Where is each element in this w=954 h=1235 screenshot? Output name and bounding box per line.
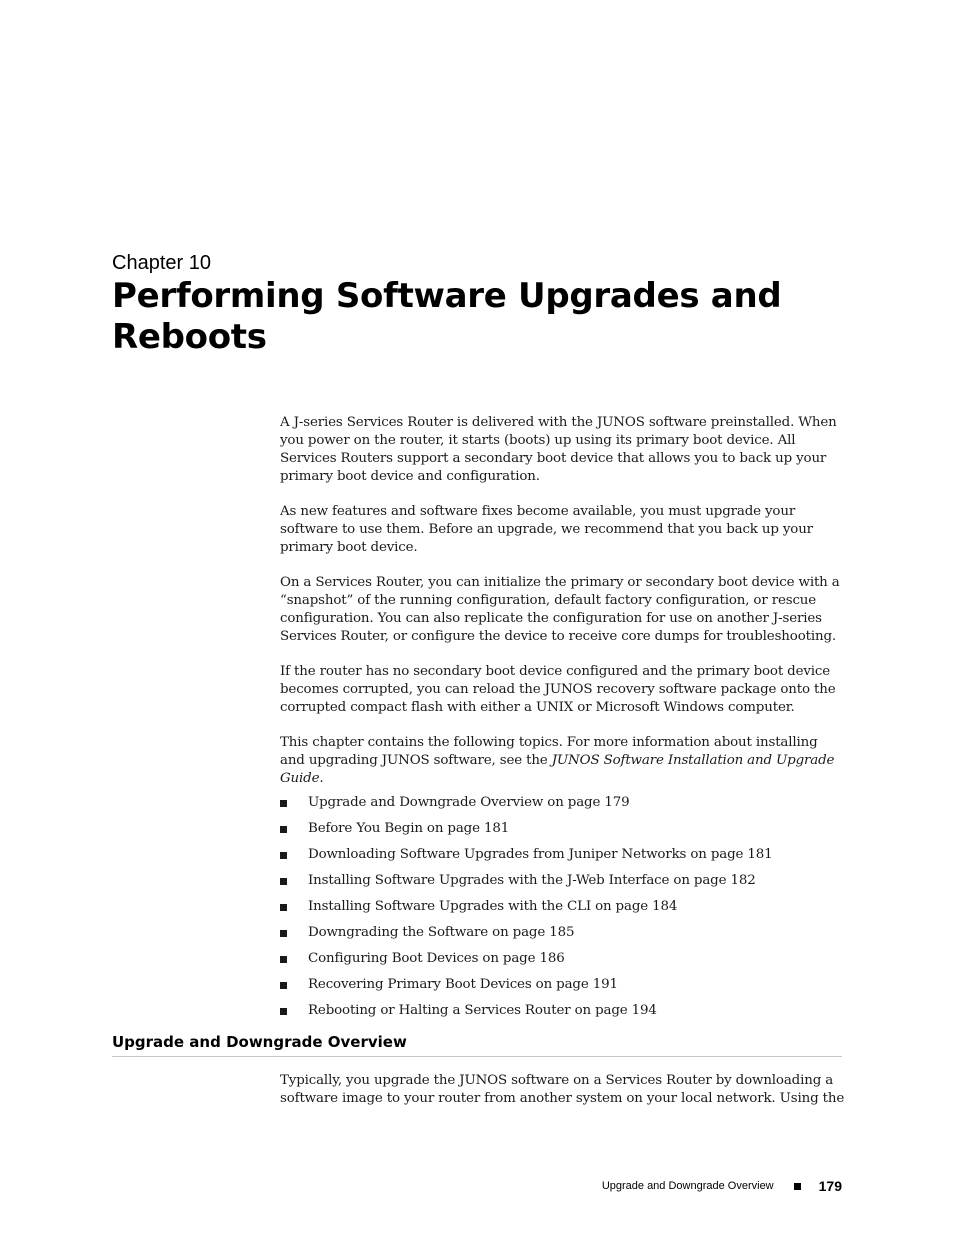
section-heading: Upgrade and Downgrade Overview xyxy=(112,1033,842,1057)
section-body xyxy=(280,1072,845,1108)
list-item[interactable] xyxy=(280,950,845,976)
topic-link[interactable]: Downgrading the Software on page 185 xyxy=(308,925,575,940)
footer-section-name: Upgrade and Downgrade Overview xyxy=(601,1180,774,1192)
square-bullet-icon xyxy=(280,852,287,859)
square-bullet-icon xyxy=(280,1008,287,1015)
square-bullet-icon xyxy=(280,904,287,911)
page-footer xyxy=(602,1178,842,1194)
intro-paragraph: If the router has no secondary boot device configured and the primary boot device becomes corrupted, you can reload the JUNOS recovery software package onto the corrupted compact flash with either a UNIX or Microsoft Windows computer. xyxy=(280,664,836,715)
topic-link[interactable]: Installing Software Upgrades with the CLI on page 184 xyxy=(308,899,678,914)
square-bullet-icon xyxy=(280,956,287,963)
intro-paragraph: A J-series Services Router is delivered with the JUNOS software preinstalled. When you power on the router, it starts (boots) up using its primary boot device. All Services Routers support a secondary boot device that allows you to back up your primary boot device and configuration. xyxy=(280,415,837,484)
list-item[interactable] xyxy=(280,872,845,898)
topics-lead-end: . xyxy=(319,771,324,786)
square-bullet-icon xyxy=(280,982,287,989)
topics-lead-text: This chapter contains the following topics. For more information about installing and upgrading JUNOS software, see the xyxy=(280,735,818,768)
topics-lead-paragraph xyxy=(280,734,845,788)
intro-paragraph: On a Services Router, you can initialize the primary or secondary boot device with a “snapshot” of the running configuration, default factory configuration, or rescue configuration. You can also replicate the configuration for use on another J-series Services Router, or configure the device to receive core dumps for troubleshooting. xyxy=(280,575,840,644)
square-bullet-icon xyxy=(794,1183,801,1190)
square-bullet-icon xyxy=(280,826,287,833)
list-item[interactable] xyxy=(280,1002,845,1028)
guide-reference: JUNOS Software Installation and Upgrade Guide xyxy=(280,753,835,786)
topic-link[interactable]: Downloading Software Upgrades from Juniper Networks on page 181 xyxy=(308,847,773,862)
intro-body xyxy=(280,414,845,1028)
list-item[interactable] xyxy=(280,898,845,924)
topic-link[interactable]: Configuring Boot Devices on page 186 xyxy=(308,951,565,966)
topic-list xyxy=(280,794,845,1028)
square-bullet-icon xyxy=(280,800,287,807)
list-item[interactable] xyxy=(280,976,845,1002)
topic-link[interactable]: Upgrade and Downgrade Overview on page 179 xyxy=(308,795,630,810)
list-item[interactable] xyxy=(280,820,845,846)
chapter-title: Performing Software Upgrades and Reboots xyxy=(112,276,782,357)
topic-link[interactable]: Installing Software Upgrades with the J-Web Interface on page 182 xyxy=(308,873,756,888)
intro-paragraph: As new features and software fixes become available, you must upgrade your software to use them. Before an upgrade, we recommend that you back up your primary boot device. xyxy=(280,504,813,555)
list-item[interactable] xyxy=(280,794,845,820)
topic-link[interactable]: Before You Begin on page 181 xyxy=(308,821,510,836)
section-paragraph: Typically, you upgrade the JUNOS software on a Services Router by downloading a software image to your router from another system on your local network. Using the xyxy=(280,1073,845,1106)
chapter-label: Chapter 10 xyxy=(112,252,211,274)
list-item[interactable] xyxy=(280,924,845,950)
topic-link[interactable]: Recovering Primary Boot Devices on page 191 xyxy=(308,977,618,992)
square-bullet-icon xyxy=(280,930,287,937)
list-item[interactable] xyxy=(280,846,845,872)
page-number: 179 xyxy=(818,1178,842,1194)
square-bullet-icon xyxy=(280,878,287,885)
topic-link[interactable]: Rebooting or Halting a Services Router on page 194 xyxy=(308,1003,657,1018)
